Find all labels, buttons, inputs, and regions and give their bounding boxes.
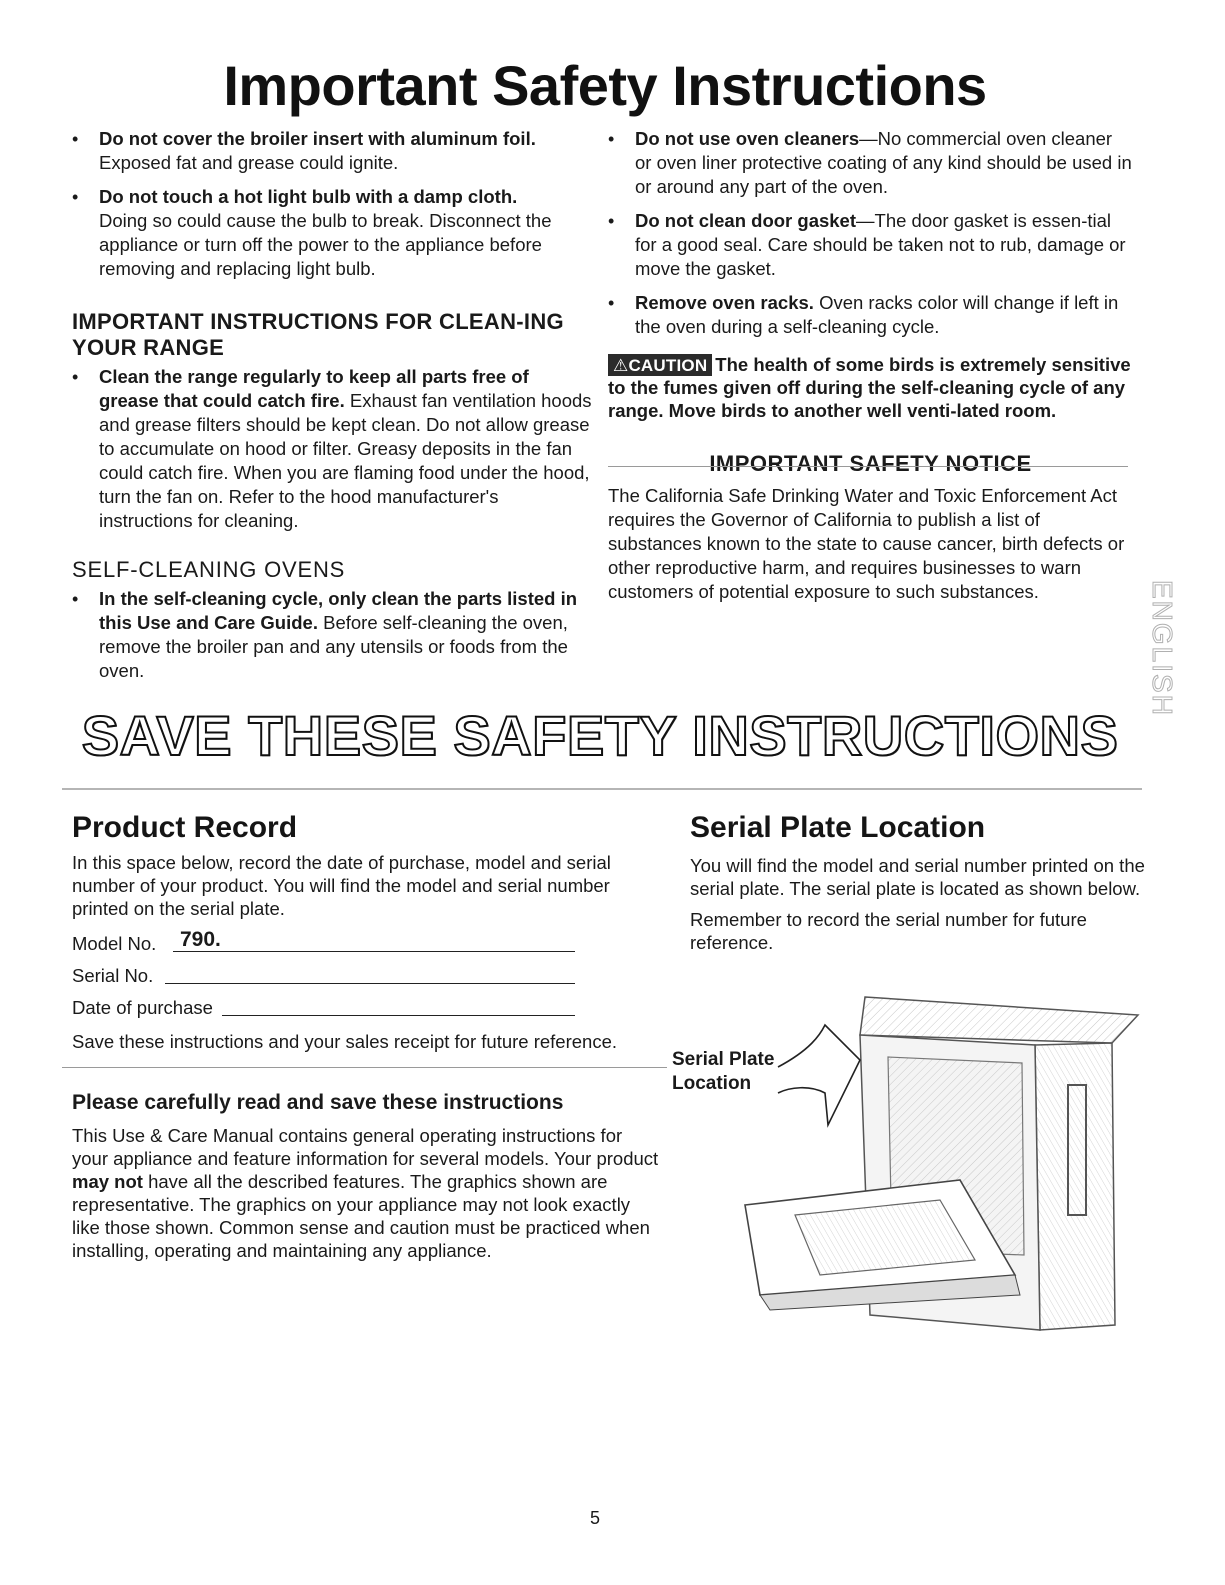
warning-triangle-icon: ⚠ bbox=[613, 356, 629, 375]
safety-notice-heading: IMPORTANT SAFETY NOTICE bbox=[709, 451, 1032, 476]
left-column bbox=[72, 127, 592, 693]
bullet-door-gasket bbox=[608, 209, 1133, 281]
bullet-self-clean-text: Before self-cleaning the oven, remove the broiler pan and any utensils or foods from the oven. bbox=[99, 612, 568, 681]
product-record-intro: In this space below, record the date of purchase, model and serial number of your product. You will find the model and serial number printed on the serial plate. bbox=[72, 852, 611, 919]
bullet-clean-range bbox=[72, 365, 592, 533]
bullet-oven-racks-bold: Remove oven racks. bbox=[635, 292, 814, 313]
section-divider bbox=[62, 788, 1142, 790]
bullet-door-gasket-text: —The door gasket is essen-tial for a good seal. Care should be taken not to rub, damage or move the gasket. bbox=[635, 210, 1126, 279]
bullet-foil-bold: Do not cover the broiler insert with aluminum foil. bbox=[99, 128, 536, 149]
model-value: 790. bbox=[180, 928, 221, 951]
bullet-oven-cleaners-text: —No commercial oven cleaner or oven liner protective coating of any kind should be used in or around any part of the oven. bbox=[635, 128, 1132, 197]
save-instructions-banner: SAVE THESE SAFETY INSTRUCTIONS bbox=[81, 704, 1119, 767]
self-cleaning-heading: SELF-CLEANING OVENS bbox=[72, 557, 346, 582]
bullet-door-gasket-bold: Do not clean door gasket bbox=[635, 210, 857, 231]
please-read-heading: Please carefully read and save these instructions bbox=[72, 1091, 564, 1114]
bullet-oven-cleaners bbox=[608, 127, 1133, 199]
bullet-light-bulb bbox=[72, 185, 592, 281]
bullet-oven-racks-text: Oven racks color will change if left in the oven during a self-cleaning cycle. bbox=[635, 292, 1119, 337]
bullet-foil bbox=[72, 127, 592, 175]
serial-label: Serial No. bbox=[72, 965, 154, 986]
please-read-text-2: have all the described features. The graphics shown are representative. The graphics on your appliance may not look exactly like those shown. Common sense and caution must be practiced when installing, operating and maintaining any appliance. bbox=[72, 1171, 650, 1261]
bullet-self-clean-bold: In the self-cleaning cycle, only clean the parts listed in this Use and Care Guide. bbox=[99, 588, 578, 633]
please-read-section bbox=[72, 1090, 662, 1262]
save-receipt-note: Save these instructions and your sales receipt for future reference. bbox=[72, 1031, 618, 1052]
date-label: Date of purchase bbox=[72, 997, 213, 1018]
bullet-oven-racks bbox=[608, 291, 1133, 339]
bullet-light-bulb-bold: Do not touch a hot light bulb with a damp cloth. bbox=[99, 186, 518, 207]
caution-text: The health of some birds is extremely sensitive to the fumes given off during the self-cleaning cycle of any range. Move birds to another well venti-lated room. bbox=[608, 354, 1131, 421]
please-read-bold: may not bbox=[72, 1171, 143, 1192]
product-record-section bbox=[72, 810, 652, 920]
page-number: 5 bbox=[589, 1508, 600, 1528]
safety-notice-text: The California Safe Drinking Water and Toxic Enforcement Act requires the Governor of California to publish a list of substances known to the state to cause cancer, birth defects or other reproductive harm, and requires businesses to warn customers of potential exposure to such substances. bbox=[608, 485, 1125, 602]
serial-plate-section bbox=[690, 810, 1145, 954]
page-title: Important Safety Instructions bbox=[223, 54, 987, 117]
callout-line-2: Location bbox=[672, 1073, 752, 1094]
caution-note bbox=[608, 353, 1133, 422]
caution-badge-label: CAUTION bbox=[628, 356, 708, 375]
bullet-oven-cleaners-bold: Do not use oven cleaners bbox=[635, 128, 860, 149]
product-divider bbox=[62, 1067, 667, 1068]
serial-plate-heading: Serial Plate Location bbox=[690, 811, 986, 844]
callout-arrow-shape bbox=[778, 1025, 860, 1125]
cooktop-shape bbox=[860, 997, 1138, 1043]
product-record-heading: Product Record bbox=[72, 811, 298, 844]
language-tab: ENGLISH bbox=[1147, 580, 1178, 717]
model-field-line[interactable] bbox=[173, 951, 575, 952]
right-column bbox=[608, 127, 1133, 604]
please-read-text bbox=[72, 1124, 662, 1262]
bullet-self-clean bbox=[72, 587, 592, 683]
please-read-text-1: This Use & Care Manual contains general operating instructions for your appliance and feature information for several models. Your product bbox=[72, 1125, 659, 1169]
caution-badge bbox=[608, 354, 712, 376]
bullet-light-bulb-text: Doing so could cause the bulb to break. Disconnect the appliance or turn off the power to the appliance before removing and replacing light bulb. bbox=[99, 210, 552, 279]
cleaning-heading: IMPORTANT INSTRUCTIONS FOR CLEAN-ING YOUR RANGE bbox=[72, 309, 564, 360]
model-label: Model No. bbox=[72, 933, 157, 954]
range-illustration bbox=[660, 975, 1150, 1335]
bullet-clean-range-bold: Clean the range regularly to keep all parts free of grease that could catch fire. bbox=[99, 366, 529, 411]
caution-divider bbox=[608, 466, 1128, 467]
callout-line-1: Serial Plate bbox=[672, 1049, 775, 1070]
serial-plate-text-1: You will find the model and serial number printed on the serial plate. The serial plate is located as shown below. bbox=[690, 855, 1145, 899]
serial-field-line[interactable] bbox=[165, 983, 575, 984]
serial-plate-text-2: Remember to record the serial number for future reference. bbox=[690, 909, 1087, 953]
range-side-shape bbox=[1035, 1043, 1115, 1330]
bullet-clean-range-text: Exhaust fan ventilation hoods and grease filters should be kept clean. Do not allow grease to accumulate on hood or filter. Greasy deposits in the fan could catch fire. When you are flaming food under the hood, turn the fan on. Refer to the hood manufacturer's instructions for cleaning. bbox=[99, 390, 592, 531]
date-field-line[interactable] bbox=[222, 1015, 575, 1016]
bullet-foil-text: Exposed fat and grease could ignite. bbox=[99, 152, 399, 173]
